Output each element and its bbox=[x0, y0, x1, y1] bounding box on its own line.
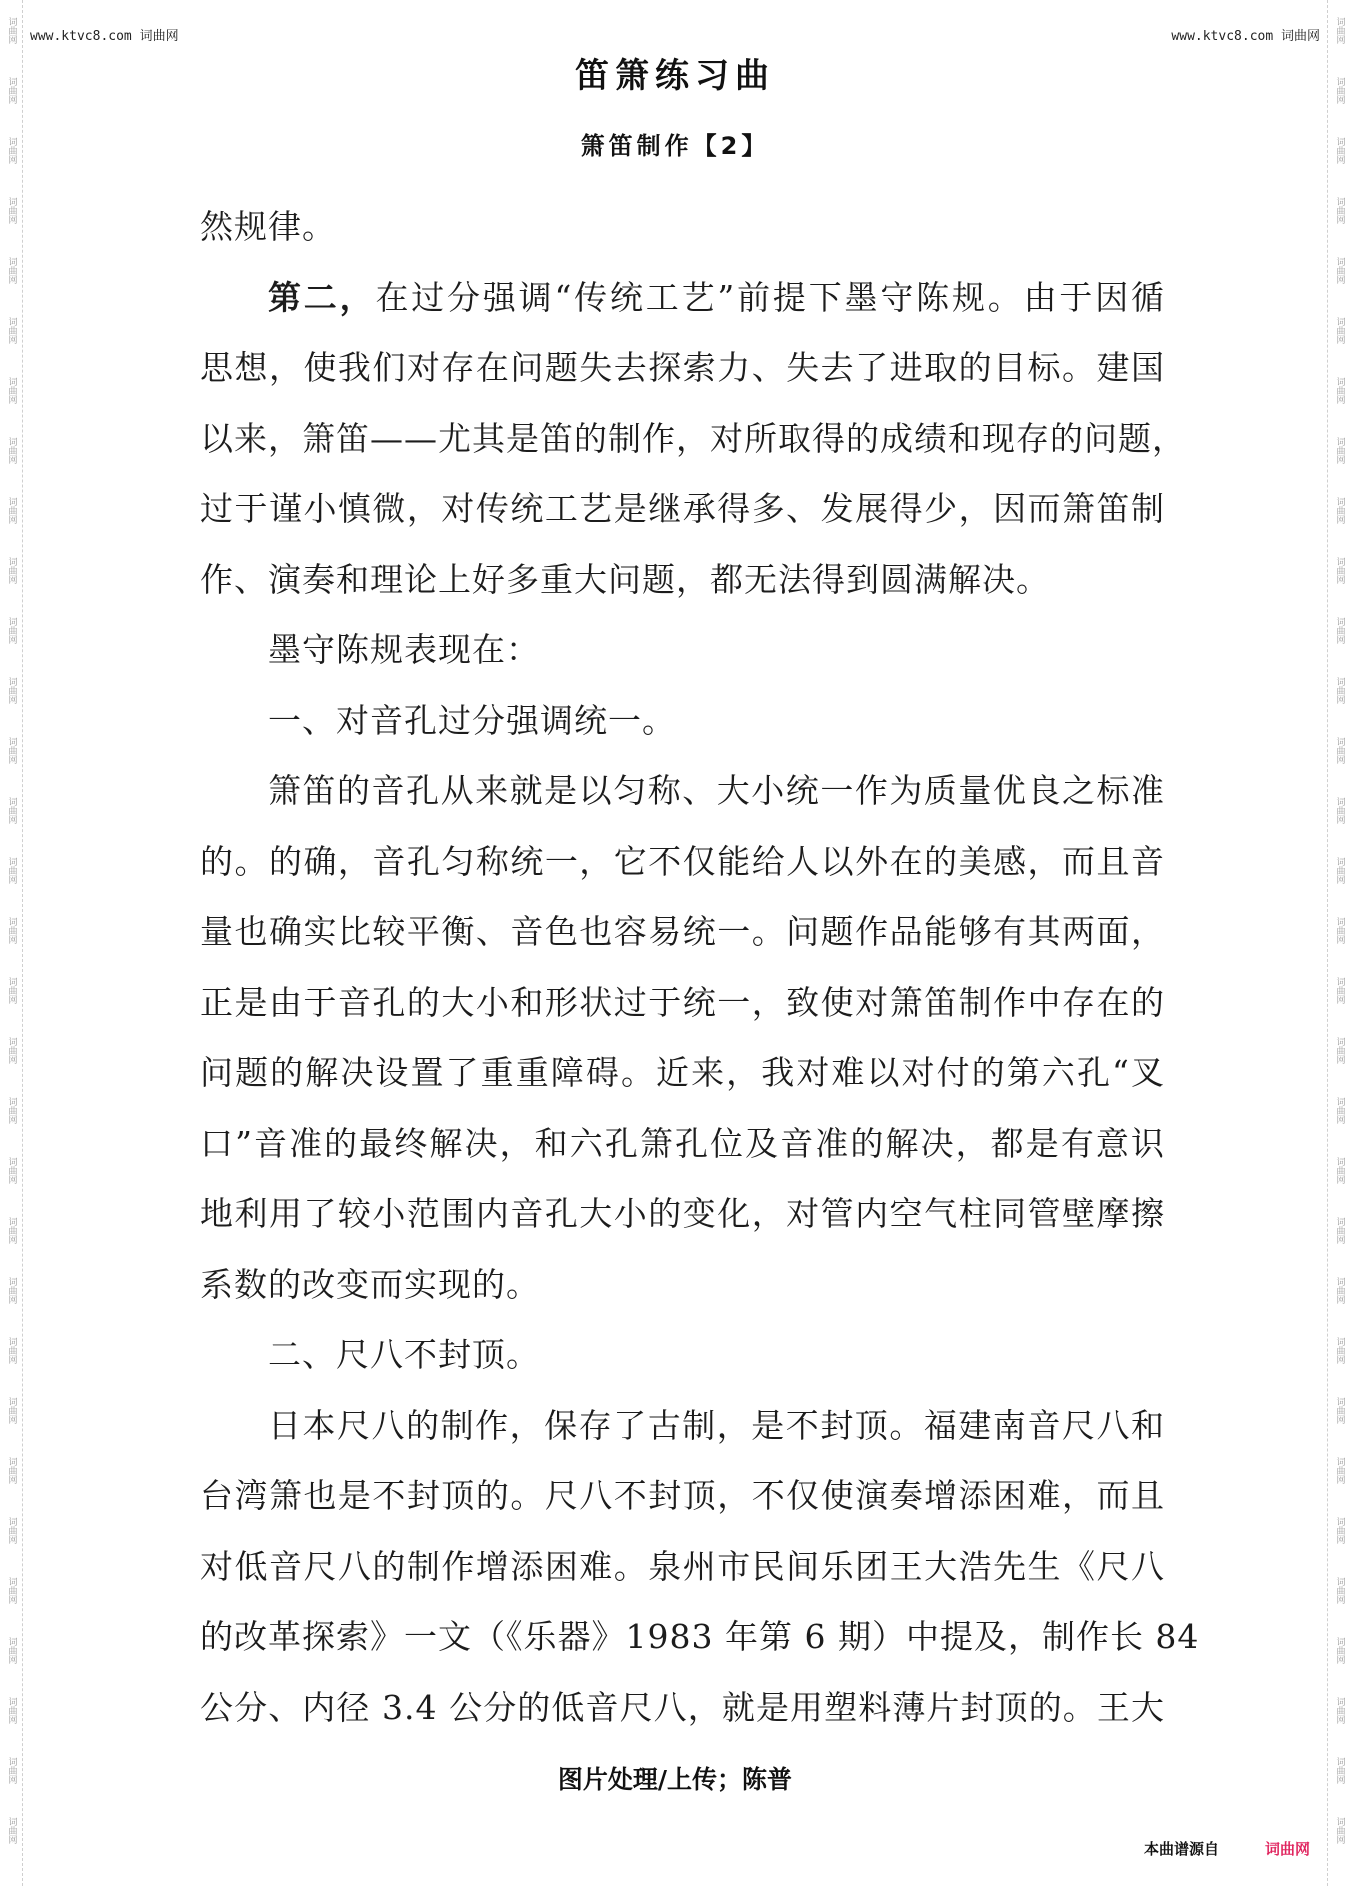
side-watermark-text: 词曲网 bbox=[1334, 976, 1345, 1004]
section-heading: 二、尺八不封顶。 bbox=[268, 1335, 540, 1374]
side-watermark-text: 词曲网 bbox=[1334, 1096, 1345, 1124]
text-line: 日本尺八的制作，保存了古制，是不封顶。福建南音尺八和 bbox=[268, 1405, 1165, 1445]
side-watermark-text: 词曲网 bbox=[6, 256, 17, 284]
text-line: 正是由于音孔的大小和形状过于统一，致使对箫笛制作中存在的 bbox=[200, 982, 1165, 1022]
side-watermark-text: 词曲网 bbox=[1334, 1036, 1345, 1064]
side-watermark-text: 词曲网 bbox=[6, 676, 17, 704]
side-watermark-text: 词曲网 bbox=[1334, 376, 1345, 404]
side-watermark-text: 词曲网 bbox=[6, 1816, 17, 1844]
side-watermark-text: 词曲网 bbox=[1334, 1696, 1345, 1724]
text-span: 在过分强调“传统工艺”前提下墨守陈规。由于因循 bbox=[375, 277, 1165, 317]
side-watermark-text: 词曲网 bbox=[6, 316, 17, 344]
text-line: 作、演奏和理论上好多重大问题，都无法得到圆满解决。 bbox=[200, 559, 1050, 599]
side-watermark-text: 词曲网 bbox=[6, 1516, 17, 1544]
text-line: 以来，箫笛——尤其是笛的制作，对所取得的成绩和现存的问题， bbox=[200, 418, 1186, 458]
side-watermark-text: 词曲网 bbox=[1334, 1216, 1345, 1244]
side-watermark-text: 词曲网 bbox=[1334, 196, 1345, 224]
side-watermark-text: 词曲网 bbox=[1334, 1336, 1345, 1364]
side-watermark-text: 词曲网 bbox=[1334, 736, 1345, 764]
side-watermark-text: 词曲网 bbox=[6, 1156, 17, 1184]
side-watermark-text: 词曲网 bbox=[6, 1636, 17, 1664]
side-watermark-text: 词曲网 bbox=[6, 436, 17, 464]
text-line: 箫笛的音孔从来就是以匀称、大小统一作为质量优良之标准 bbox=[268, 771, 1165, 810]
side-watermark-text: 词曲网 bbox=[6, 496, 17, 524]
text-line: 墨守陈规表现在： bbox=[268, 630, 540, 669]
side-watermark-text: 词曲网 bbox=[1334, 496, 1345, 524]
side-watermark-text: 词曲网 bbox=[1334, 1456, 1345, 1484]
source-label: 本曲谱源自 bbox=[1143, 1840, 1219, 1858]
side-watermark-text: 词曲网 bbox=[6, 616, 17, 644]
side-watermark-text: 词曲网 bbox=[6, 1396, 17, 1424]
text-line: 量也确实比较平衡、音色也容易统一。问题作品能够有其两面， bbox=[200, 912, 1165, 951]
side-watermark-text: 词曲网 bbox=[6, 796, 17, 824]
text-line: 问题的解决设置了重重障碍。近来，我对难以对付的第六孔“叉 bbox=[200, 1053, 1165, 1092]
side-watermark-text: 词曲网 bbox=[1334, 1576, 1345, 1604]
side-watermark-text: 词曲网 bbox=[1334, 1156, 1345, 1184]
side-watermark-text: 词曲网 bbox=[1334, 436, 1345, 464]
side-watermark-text: 词曲网 bbox=[6, 916, 17, 944]
side-watermark-text: 词曲网 bbox=[6, 976, 17, 1004]
side-watermark-text: 词曲网 bbox=[1334, 16, 1345, 44]
header-url-left: www.ktvc8.com 词曲网 bbox=[30, 29, 179, 44]
text-line: 的改革探索》一文（《乐器》1983 年第 6 期）中提及，制作长 84 bbox=[200, 1617, 1200, 1656]
side-watermark-text: 词曲网 bbox=[1334, 1396, 1345, 1424]
side-watermark-text: 词曲网 bbox=[6, 1576, 17, 1604]
text-line: 的。的确，音孔匀称统一，它不仅能给人以外在的美感，而且音 bbox=[200, 841, 1165, 881]
side-watermark-text: 词曲网 bbox=[6, 1096, 17, 1124]
emphasis-lead: 第二， bbox=[268, 277, 376, 317]
text-line: 系数的改变而实现的。 bbox=[200, 1264, 540, 1304]
text-line: 台湾箫也是不封顶的。尺八不封顶，不仅使演奏增添困难，而且 bbox=[200, 1476, 1165, 1515]
side-watermark-text: 词曲网 bbox=[6, 1036, 17, 1064]
side-watermark-text: 词曲网 bbox=[1334, 256, 1345, 284]
side-watermark-text: 词曲网 bbox=[6, 856, 17, 884]
text-line: 地利用了较小范围内音孔大小的变化，对管内空气柱同管壁摩擦 bbox=[200, 1194, 1165, 1233]
left-watermark-strip bbox=[0, 0, 23, 1886]
side-watermark-text: 词曲网 bbox=[1334, 76, 1345, 104]
side-watermark-text: 词曲网 bbox=[6, 736, 17, 764]
source-brand-link[interactable]: 词曲网 bbox=[1264, 1840, 1310, 1858]
text-line: 公分、内径 3.4 公分的低音尺八，就是用塑料薄片封顶的。王大 bbox=[200, 1687, 1165, 1727]
side-watermark-text: 词曲网 bbox=[1334, 916, 1345, 944]
section-heading: 一、对音孔过分强调统一。 bbox=[268, 700, 676, 740]
page-title: 笛箫练习曲 bbox=[575, 56, 775, 96]
side-watermark-text: 词曲网 bbox=[1334, 136, 1345, 164]
text-line: 然规律。 bbox=[200, 207, 336, 246]
side-watermark-text: 词曲网 bbox=[1334, 316, 1345, 344]
side-watermark-text: 词曲网 bbox=[6, 1216, 17, 1244]
side-watermark-text: 词曲网 bbox=[6, 196, 17, 224]
side-watermark-text: 词曲网 bbox=[1334, 1276, 1345, 1304]
text-line: 口”音准的最终解决，和六孔箫孔位及音准的解决，都是有意识 bbox=[200, 1123, 1165, 1163]
side-watermark-text: 词曲网 bbox=[1334, 1516, 1345, 1544]
right-watermark-strip bbox=[1327, 0, 1350, 1886]
side-watermark-text: 词曲网 bbox=[6, 1456, 17, 1484]
text-line bbox=[200, 263, 1165, 334]
side-watermark-text: 词曲网 bbox=[1334, 1756, 1345, 1784]
side-watermark-text: 词曲网 bbox=[6, 76, 17, 104]
side-watermark-text: 词曲网 bbox=[6, 1336, 17, 1364]
side-watermark-text: 词曲网 bbox=[6, 16, 17, 44]
side-watermark-text: 词曲网 bbox=[1334, 856, 1345, 884]
source-note bbox=[1144, 1838, 1310, 1859]
side-watermark-text: 词曲网 bbox=[1334, 1636, 1345, 1664]
text-line: 对低音尺八的制作增添困难。泉州市民间乐团王大浩先生《尺八 bbox=[200, 1546, 1165, 1586]
side-watermark-text: 词曲网 bbox=[6, 1696, 17, 1724]
header-url-right: www.ktvc8.com 词曲网 bbox=[1171, 29, 1320, 44]
text-line: 思想，使我们对存在问题失去探索力、失去了进取的目标。建国 bbox=[200, 348, 1165, 387]
page-subtitle: 箫笛制作【2】 bbox=[580, 132, 770, 160]
side-watermark-text: 词曲网 bbox=[1334, 796, 1345, 824]
text-line: 过于谨小慎微，对传统工艺是继承得多、发展得少，因而箫笛制 bbox=[200, 489, 1165, 528]
side-watermark-text: 词曲网 bbox=[1334, 556, 1345, 584]
side-watermark-text: 词曲网 bbox=[6, 136, 17, 164]
upload-credit: 图片处理/上传；陈普 bbox=[557, 1765, 793, 1794]
side-watermark-text: 词曲网 bbox=[6, 376, 17, 404]
side-watermark-text: 词曲网 bbox=[6, 556, 17, 584]
side-watermark-text: 词曲网 bbox=[6, 1276, 17, 1304]
side-watermark-text: 词曲网 bbox=[1334, 616, 1345, 644]
side-watermark-text: 词曲网 bbox=[1334, 1816, 1345, 1844]
side-watermark-text: 词曲网 bbox=[1334, 676, 1345, 704]
body-text bbox=[200, 192, 1200, 1743]
side-watermark-text: 词曲网 bbox=[6, 1756, 17, 1784]
